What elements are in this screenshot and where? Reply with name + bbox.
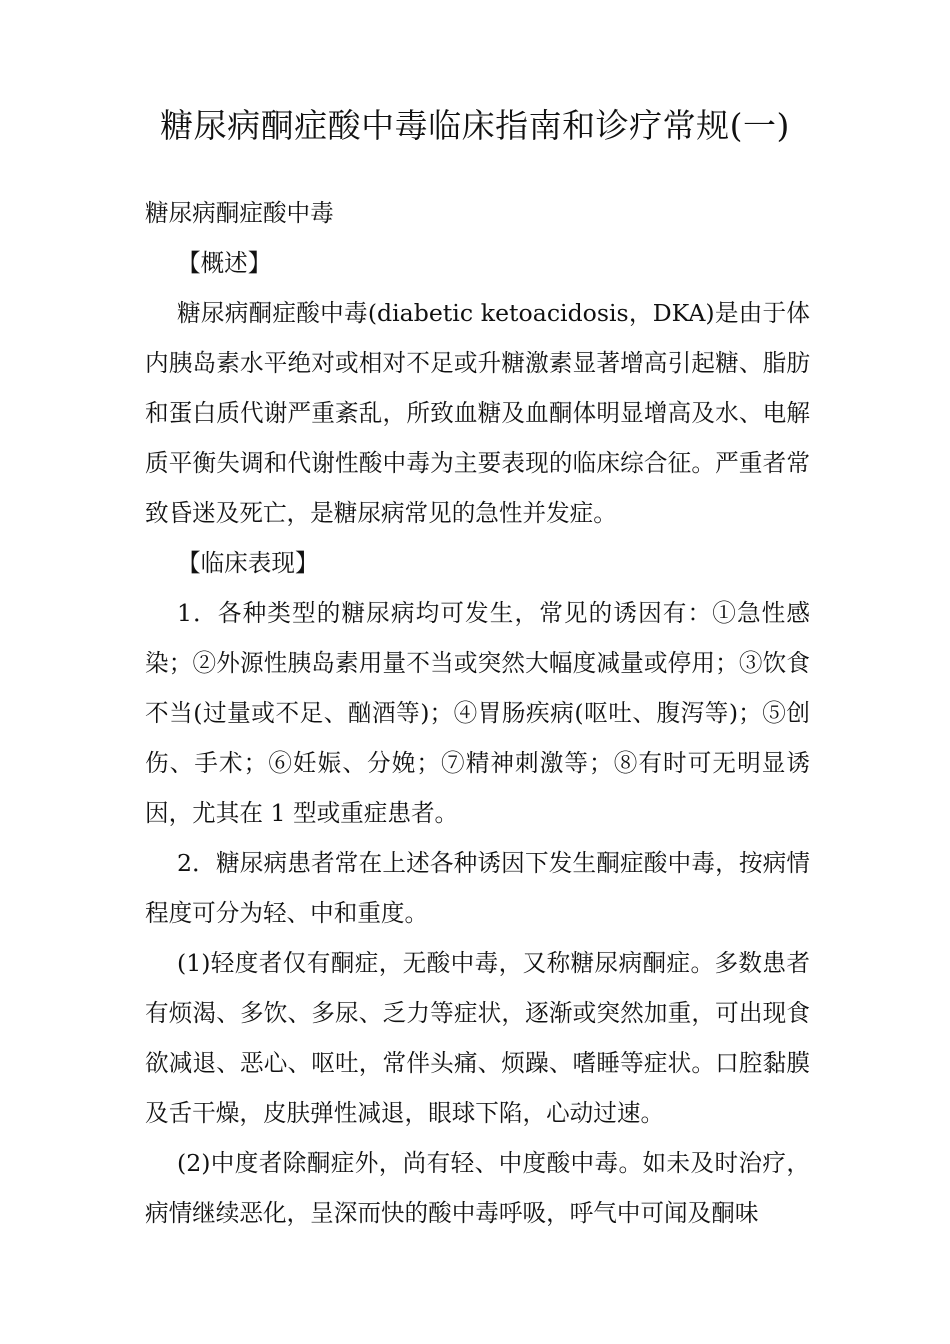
clinical-heading: 【临床表现】	[177, 549, 319, 577]
overview-paragraph: 糖尿病酮症酸中毒(diabetic ketoacidosis，DKA)是由于体内胰岛素水平绝对或相对不足或升糖激素显著增高引起糖、脂肪和蛋白质代谢严重紊乱，所致血糖及血酮体明显增高及水、电解质平衡失调和代谢性酸中毒为主要表现的临床综合征。严重者常致昏迷及死亡，是糖尿病常见的急性并发症。	[145, 299, 810, 527]
document-subtitle: 糖尿病酮症酸中毒	[145, 199, 334, 227]
clinical-item-2-moderate: (2)中度者除酮症外，尚有轻、中度酸中毒。如未及时治疗，病情继续恶化，呈深而快的酸中毒呼吸，呼气中可闻及酮味	[145, 1149, 810, 1227]
clinical-item-2: 2．糖尿病患者常在上述各种诱因下发生酮症酸中毒，按病情程度可分为轻、中和重度。	[145, 849, 810, 927]
document-title: 糖尿病酮症酸中毒临床指南和诊疗常规(一)	[160, 106, 790, 145]
document-body	[145, 188, 810, 1238]
overview-heading: 【概述】	[177, 249, 272, 277]
clinical-item-2-mild: (1)轻度者仅有酮症，无酸中毒，又称糖尿病酮症。多数患者有烦渴、多饮、多尿、乏力等症状，逐渐或突然加重，可出现食欲减退、恶心、呕吐，常伴头痛、烦躁、嗜睡等症状。口腔黏膜及舌干燥，皮肤弹性减退，眼球下陷，心动过速。	[145, 949, 810, 1127]
clinical-item-1: 1．各种类型的糖尿病均可发生，常见的诱因有：①急性感染；②外源性胰岛素用量不当或突然大幅度减量或停用；③饮食不当(过量或不足、酗酒等)；④胃肠疾病(呕吐、腹泻等)；⑤创伤、手术；⑥妊娠、分娩；⑦精神刺激等；⑧有时可无明显诱因，尤其在 1 型或重症患者。	[145, 599, 810, 827]
